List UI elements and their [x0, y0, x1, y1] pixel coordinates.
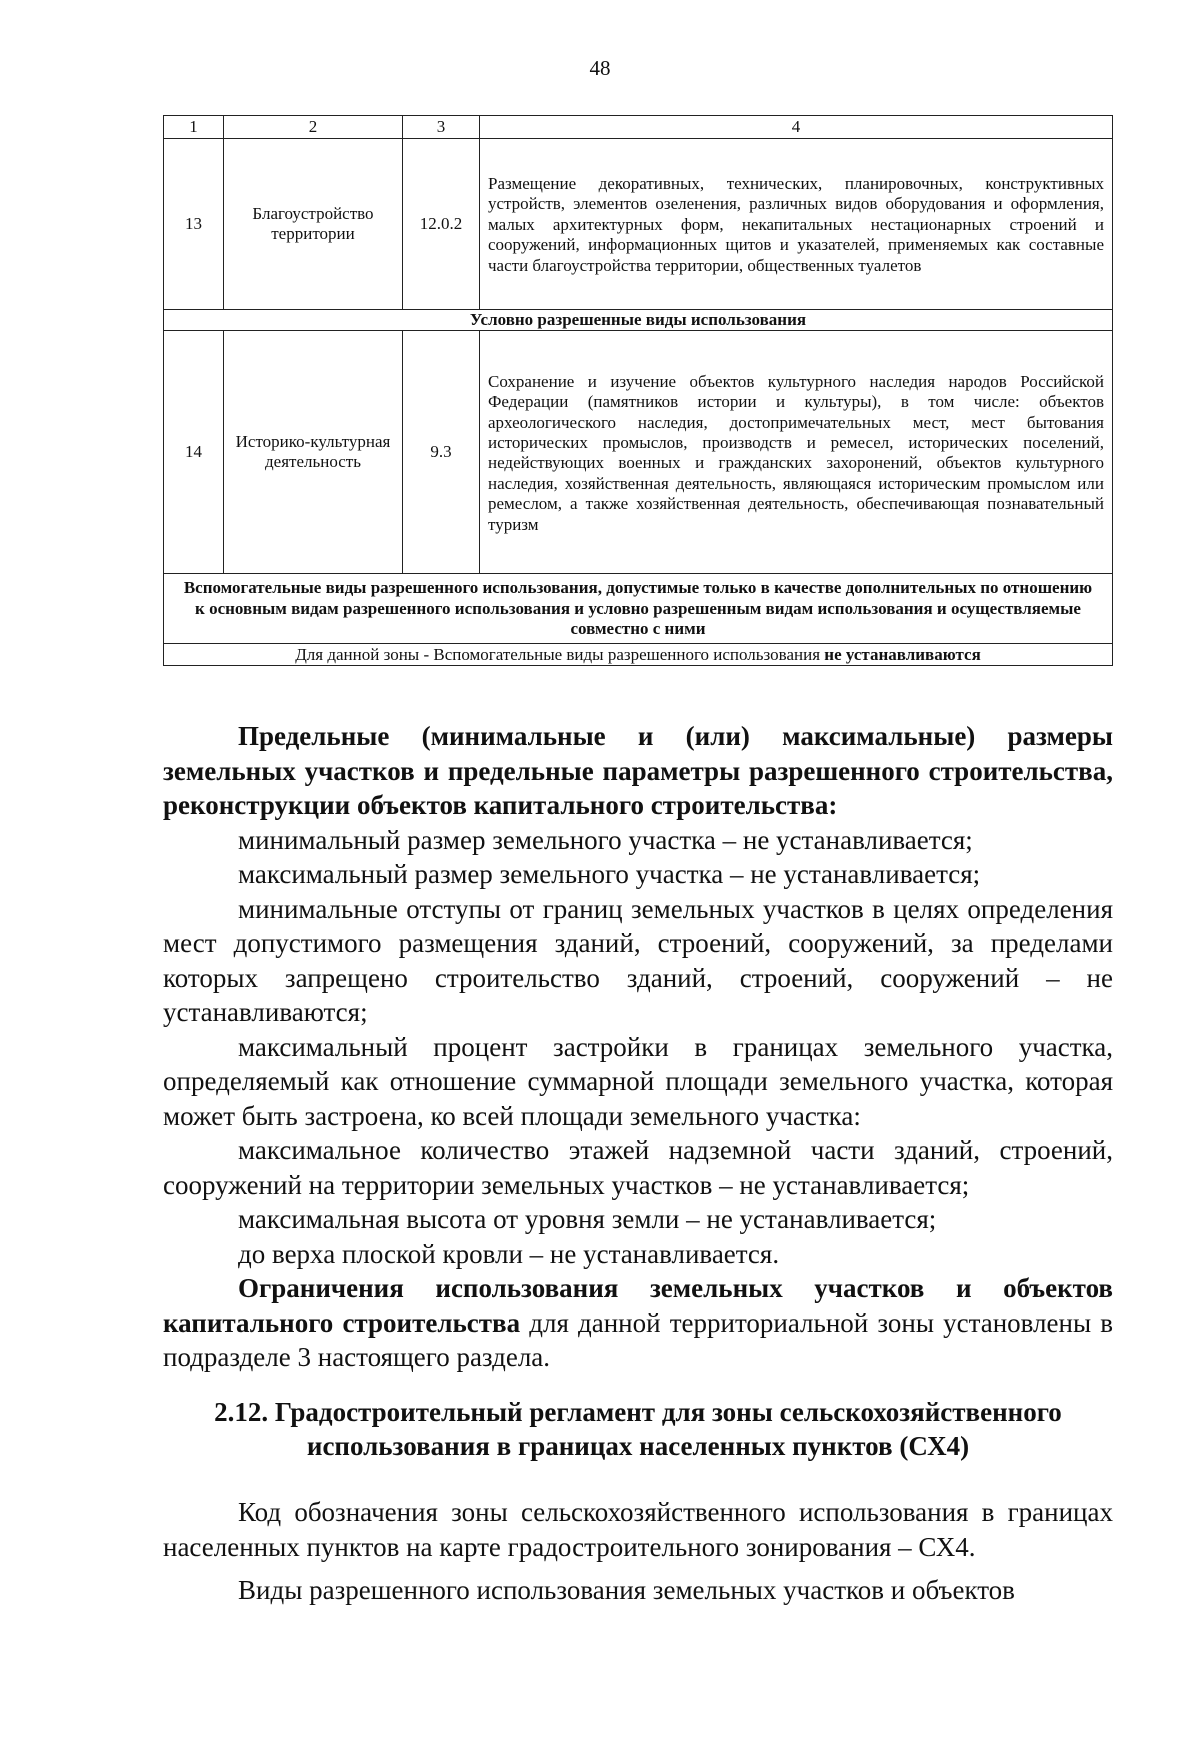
row-13-code: 12.0.2 [403, 139, 480, 310]
row-14-description: Сохранение и изучение объектов культурного наследия народов Российской Федерации (памятников истории и культуры), в том числе: объектов археологического наследия, достопримечательных мест, мест бытования исторических промыслов, производств и ремесел, исторических поселений, недействующих военных и гражданских захоронений, объектов культурного наследия, хозяйственная деятельность, являющаяся историческим промыслом или ремеслом, а также хозяйственная деятельность, обеспечивающая познавательный туризм [480, 331, 1113, 574]
limit-item: минимальные отступы от границ земельных участков в целях определения мест допустимого размещения зданий, строений, сооружений, за пределами которых запрещено строительство зданий, строений, сооружений – не устанавливаются; [163, 893, 1113, 1027]
section-paragraph: Виды разрешенного использования земельных участков и объектов [238, 1575, 1015, 1605]
limit-item: максимальное количество этажей надземной части зданий, строений, сооружений на территории земельных участков – не устанавливается; [163, 1135, 1113, 1200]
section-body [163, 1495, 1113, 1608]
row-14-name: Историко-культурная деятельность [224, 331, 403, 574]
limit-item: до верха плоской кровли – не устанавливается. [238, 1238, 780, 1269]
section-paragraph: Код обозначения зоны сельскохозяйственного использования в границах населенных пунктов на карте градостроительного зонирования – СХ4. [163, 1497, 1113, 1562]
row-13-description: Размещение декоративных, технических, планировочных, конструктивных устройств, элементов озеленения, различных видов оборудования и оформления, малых архитектурных форм, некапитальных нестационарных строений и сооружений, информационных щитов и указателей, применяемых как составные части благоустройства территории, общественных туалетов [480, 139, 1113, 310]
limits-heading: Предельные (минимальные и (или) максимальные) размеры земельных участков и предельные параметры разрешенного строительства, реконструкции объектов капитального строительства: [163, 721, 1113, 820]
zone-note-row [164, 644, 1113, 666]
page-number: 48 [589, 56, 611, 80]
restrictions-emphasis: Ограничения использования земельных участков и объектов капитального строительства [163, 1273, 1113, 1338]
limit-item: минимальный размер земельного участка – не устанавливается; [238, 824, 973, 855]
header-col-3: 3 [403, 116, 480, 139]
auxiliary-uses-heading-row [164, 574, 1113, 644]
row-14-code: 9.3 [403, 331, 480, 574]
zone-note-emphasis: не устанавливаются [824, 644, 981, 664]
table-header-row [164, 116, 1113, 139]
zone-note [164, 644, 1113, 666]
row-14-number: 14 [164, 331, 224, 574]
limits-section [163, 719, 1113, 1375]
header-col-4: 4 [480, 116, 1113, 139]
restrictions-paragraph [163, 1271, 1113, 1375]
header-col-2: 2 [224, 116, 403, 139]
auxiliary-uses-heading: Вспомогательные виды разрешенного использования, допустимые только в качестве дополнительных по отношению к основным видам разрешенного использования и условно разрешенным видам использования и осуществляемые совместно с ними [164, 574, 1113, 644]
table-row [164, 139, 1113, 310]
permitted-use-table [163, 115, 1113, 666]
row-13-name: Благоустройство территории [224, 139, 403, 310]
zone-note-text: Для данной зоны - Вспомогательные виды разрешенного использования [295, 644, 825, 664]
limit-item: максимальный размер земельного участка – не устанавливается; [238, 859, 981, 889]
restrictions-text: для данной территориальной зоны установлены в подразделе 3 настоящего раздела. [163, 1307, 1113, 1372]
conditional-uses-heading-row [164, 310, 1113, 331]
row-13-number: 13 [164, 139, 224, 310]
limit-item: максимальная высота от уровня земли – не устанавливается; [238, 1204, 937, 1234]
table-row [164, 331, 1113, 574]
section-title: 2.12. Градостроительный регламент для зоны сельскохозяйственного использования в границах населенных пунктов (СХ4) [214, 1397, 1062, 1461]
conditional-uses-heading: Условно разрешенные виды использования [164, 310, 1113, 331]
header-col-1: 1 [164, 116, 224, 139]
limit-item: максимальный процент застройки в границах земельного участка, определяемый как отношение суммарной площади земельного участка, которая может быть застроена, ко всей площади земельного участка: [163, 1031, 1113, 1131]
